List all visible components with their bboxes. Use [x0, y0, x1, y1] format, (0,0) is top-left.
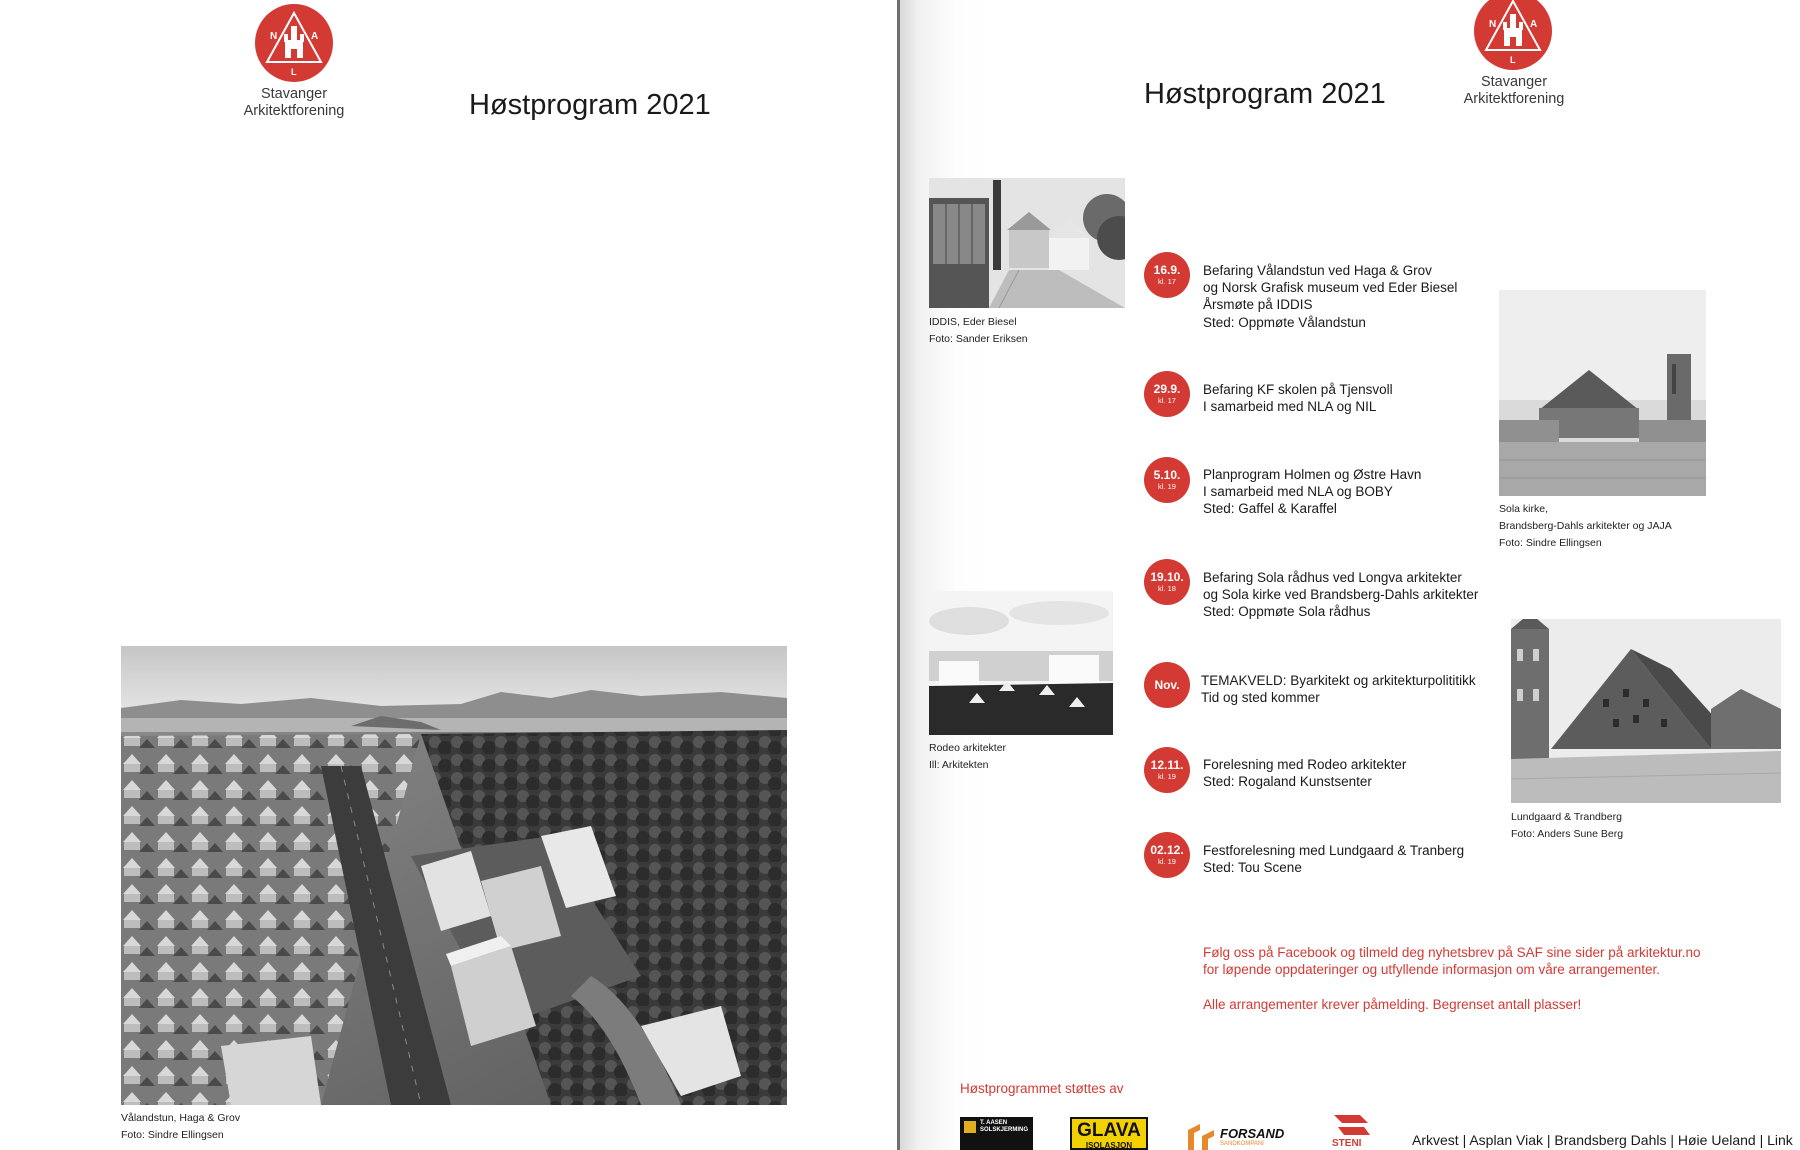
- page-title: Høstprogram 2021: [1144, 78, 1386, 110]
- right-page: [900, 0, 1800, 1150]
- event-date-badge: 29.9. kl. 17: [1144, 371, 1190, 417]
- event-date-badge: 5.10. kl. 19: [1144, 457, 1190, 503]
- photo-lundgaard-tranberg: [1511, 619, 1781, 803]
- saf-logo: [1474, 0, 1552, 70]
- nal-emblem-icon: [255, 4, 333, 82]
- svg-text:L: L: [1510, 55, 1516, 65]
- sponsors-list: Arkvest | Asplan Viak | Brandsberg Dahls | Høie Ueland | Link: [1412, 1132, 1793, 1148]
- aasen-mark-icon: [964, 1121, 976, 1133]
- photo-rodeo: [929, 591, 1113, 735]
- signup-note: Alle arrangementer krever påmelding. Begrenset antall plasser!: [1203, 997, 1582, 1012]
- page-title: Høstprogram 2021: [469, 89, 711, 121]
- sponsor-logo-forsand: FORSAND SANDKOMPANI: [1186, 1122, 1296, 1150]
- photo-caption-rodeo: Rodeo arkitekter Ill: Arkitekten: [929, 742, 1007, 771]
- left-page: [0, 0, 897, 1150]
- org-name: [209, 86, 379, 120]
- svg-text:L: L: [291, 67, 297, 77]
- event-date-badge: 02.12. kl. 19: [1144, 832, 1190, 878]
- org-name-line1: Stavanger: [1480, 74, 1548, 90]
- svg-text:N: N: [270, 31, 278, 42]
- photo-caption-sola-kirke: Sola kirke, Brandsberg-Dahls arkitekter og JAJA Foto: Sindre Ellingsen: [1499, 503, 1672, 549]
- event-date-badge: Nov.: [1144, 662, 1190, 708]
- photo-caption: Vålandstun, Haga & Grov Foto: Sindre Ellingsen: [121, 1112, 241, 1141]
- org-name-line1: Stavanger: [260, 86, 328, 102]
- photo-caption-iddis: IDDIS, Eder Biesel Foto: Sander Eriksen: [929, 316, 1028, 345]
- event-date-badge: 16.9. kl. 17: [1144, 252, 1190, 298]
- photo-caption-lundgaard: Lundgaard & Trandberg Foto: Anders Sune Berg: [1511, 811, 1624, 840]
- photo-sola-kirke: [1499, 290, 1706, 496]
- svg-text:A: A: [311, 31, 319, 42]
- event-description: Befaring Vålandstun ved Haga & Grov og Norsk Grafisk museum ved Eder Biesel Årsmøte på IDDIS Sted: Oppmøte Vålandstun: [1203, 263, 1458, 330]
- sponsor-logo-steni: STENI: [1330, 1113, 1374, 1150]
- forsand-mark-icon: [1186, 1122, 1216, 1150]
- event-description: Befaring KF skolen på Tjensvoll I samarbeid med NLA og NIL: [1203, 382, 1393, 415]
- svg-text:A: A: [1530, 19, 1538, 30]
- event-date-badge: 12.11. kl. 19: [1144, 747, 1190, 793]
- event-description: Forelesning med Rodeo arkitekter Sted: Rogaland Kunstsenter: [1203, 757, 1407, 790]
- nal-emblem-icon: [1474, 0, 1552, 70]
- steni-mark-icon: [1330, 1113, 1374, 1139]
- event-description: Festforelesning med Lundgaard & Tranberg Sted: Tou Scene: [1203, 843, 1465, 876]
- org-name-line2: Arkitektforening: [1463, 91, 1565, 107]
- sponsors-heading: Høstprogrammet støttes av: [960, 1081, 1124, 1096]
- event-description: Befaring Sola rådhus ved Longva arkitekter og Sola kirke ved Brandsberg-Dahls arkitekter Sted: Oppmøte Sola rådhus: [1203, 570, 1479, 620]
- org-name-line2: Arkitektforening: [243, 103, 345, 119]
- aerial-photo-valandstun: [121, 646, 787, 1105]
- photo-iddis: [929, 178, 1125, 308]
- sponsor-logo-glava: GLAVA ISOLASJON: [1070, 1117, 1148, 1150]
- svg-text:N: N: [1489, 19, 1497, 30]
- follow-us-note: Følg oss på Facebook og tilmeld deg nyhetsbrev på SAF sine sider på arkitektur.no for løpende oppdateringer og utfyllende informasjon om våre arrangementer.: [1203, 945, 1701, 978]
- event-date-badge: 19.10. kl. 18: [1144, 559, 1190, 605]
- sponsor-logo-aasen: T. AASEN SOLSKJERMING: [960, 1117, 1033, 1150]
- event-description: TEMAKVELD: Byarkitekt og arkitekturpolititikk Tid og sted kommer: [1201, 673, 1476, 706]
- org-name: [1429, 74, 1599, 108]
- saf-logo: [255, 4, 333, 82]
- event-description: Planprogram Holmen og Østre Havn I samarbeid med NLA og BOBY Sted: Gaffel & Karaffel: [1203, 467, 1422, 517]
